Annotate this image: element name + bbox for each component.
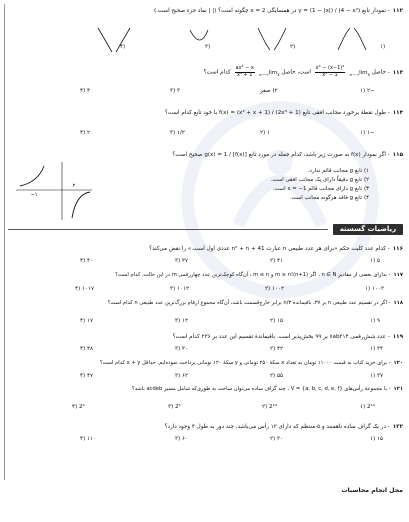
option-3[interactable]: ۶۲ (۳ bbox=[175, 373, 188, 379]
question-text: - بدازای بعضی از مقادیر n ∈ N ، اگر (n+1)!m ≥ n و m ≤ n ، آن‌گاه کوچک‌ترین عدد چهاررقمی m در این حالت، کدام است؟ bbox=[115, 272, 391, 278]
question-text: - برای خرید کتاب به قیمت ۱۱۰۰۰ تومان به تعداد x سکهٔ ۲۵۰ تومانی و y سکهٔ ۱۲۰ تومانی پرداخت نموده‌ایم. حداقل x + y کدام است؟ bbox=[99, 360, 391, 366]
option-3[interactable]: ۳۰ (۳ bbox=[175, 346, 188, 352]
question-number: ۱۲۰ bbox=[393, 360, 403, 366]
option-2[interactable]: ۲) صفر bbox=[260, 88, 278, 94]
option-3[interactable]: ۳) تابع g دارای مجانب قائم x = −1 است. bbox=[272, 186, 369, 192]
question-text: - عدد شش‌رقمی ۷ab۳۱۴ بر ۹۹ بخش‌پذیر است. باقیماندهٔ تقسیم این عدد بر ۲۳۶ کدام است؟ bbox=[172, 334, 390, 340]
question-text: - طول نقطهٔ برخورد مجانب افقی تابع f(x) = (x³ + x + 1) / (2x³ + 1) با خود تابع کدام است؟ bbox=[164, 110, 390, 116]
question-text: - در یک گراف ساده ناهمبند و ۵-منتظم که دارای ۱۲ رأس می‌باشد، چند دور به طول ۴ وجود دارد؟ bbox=[164, 424, 390, 430]
question-number: ۱۱۴ bbox=[392, 110, 403, 116]
question-number: ۱۱۳ bbox=[392, 69, 403, 76]
option-4[interactable]: ۱۷ (۴ bbox=[80, 318, 93, 324]
question-114 bbox=[165, 110, 403, 117]
option-1[interactable]: ۳۷ (۱ bbox=[370, 373, 383, 379]
option-1[interactable]: ۱) تابع g مجانب قائم ندارد. bbox=[307, 168, 369, 174]
option-1[interactable]: −۲ (۱ bbox=[360, 88, 375, 94]
question-116 bbox=[149, 246, 403, 253]
limit-2-fraction: $\frac{\text{ax³ − x}}{\text{x⁴ + 1}}$ bbox=[235, 65, 254, 78]
curve-right bbox=[72, 192, 90, 218]
question-119 bbox=[173, 334, 403, 341]
question-120 bbox=[100, 360, 403, 367]
limit-1-fraction: $\frac{\text{x⁴ − (x−1)⁴}}{\text{x³ − 1}}$ bbox=[315, 65, 345, 78]
question-number: ۱۲۲ bbox=[392, 424, 403, 430]
question-text: - اگر در تقسیم عدد طبیعی n بر ۳۷، باقیمانده n/۳ برابر خارج‌قسمت باشد، آن‌گاه مجموع ارقام بزرگ‌ترین عدد طبیعی n کدام است؟ bbox=[107, 300, 391, 306]
q112-opt3-curve bbox=[190, 30, 208, 40]
option-4[interactable]: ۱۱۰ (۴ bbox=[80, 436, 96, 442]
section-title: ریاضیات گسسته bbox=[333, 224, 403, 235]
question-text: - با مجموعهٔ رأس‌های V = {a, b, c, d, e, f} ، چند گراف ساده می‌توان ساخت به طوری‌که شامل مسیر acdeb باشد؟ bbox=[131, 386, 391, 392]
option-1[interactable]: ۵ (۱ bbox=[370, 258, 380, 264]
option-1[interactable]: (۱ bbox=[380, 44, 386, 50]
question-number: ۱۲۱ bbox=[393, 386, 403, 392]
question-text: - اگر نمودار f(x) به صورت زیر باشد، کدام جمله در مورد تابع g(x) = 1 / [f(x)] صحیح است؟ bbox=[172, 152, 390, 158]
question-text: - نمودار تابع y = (1 − |x|) / (4 − x²) در همسایگی x = 2 چگونه است؟ (| | نماد جزء صحیح است.) bbox=[153, 8, 390, 14]
option-3[interactable]: (۳ bbox=[205, 44, 211, 50]
tick-label-2: ۲ bbox=[72, 183, 76, 189]
tick-label-neg1: −۱ bbox=[30, 192, 38, 198]
option-2[interactable]: ۴۱ (۲ bbox=[270, 258, 283, 264]
option-2[interactable]: (۲ bbox=[290, 44, 296, 50]
scratch-area-label: محل انجام محاسبات bbox=[341, 487, 403, 494]
option-3[interactable]: ۱۲ (۳ bbox=[175, 318, 188, 324]
q112-option-graphs bbox=[20, 20, 390, 60]
option-4[interactable]: ۴) تابع g فاقد هرگونه مجانب است. bbox=[289, 195, 369, 201]
option-3[interactable]: 2⁵ (۳ bbox=[168, 404, 181, 410]
question-118 bbox=[108, 300, 403, 307]
option-2[interactable]: 2¹⁰ (۲ bbox=[262, 404, 278, 410]
q112-opt2-curve-b bbox=[274, 28, 286, 50]
limit-1: $\lim_{x\to-\infty}$ bbox=[349, 69, 371, 77]
q112-opt1-curve-a bbox=[338, 28, 350, 50]
option-1[interactable]: −۱ (۱ bbox=[360, 130, 375, 136]
q112-opt1-curve-b bbox=[354, 28, 366, 50]
question-number: ۱۱۲ bbox=[392, 8, 403, 14]
question-number: ۱۱۷ bbox=[393, 272, 403, 278]
option-1[interactable]: ۱۵ (۱ bbox=[370, 436, 383, 442]
option-3[interactable]: ۳۷ (۳ bbox=[175, 258, 188, 264]
question-122 bbox=[165, 424, 403, 431]
question-lead: - حاصل bbox=[371, 69, 390, 76]
option-4[interactable]: ۱۰۱۷ (۴ bbox=[75, 286, 95, 292]
question-115 bbox=[172, 152, 403, 159]
option-1[interactable]: ۱۰۰۳ (۱ bbox=[365, 286, 385, 292]
question-112 bbox=[154, 8, 403, 15]
option-3[interactable]: ۶۰ (۳ bbox=[175, 436, 188, 442]
question-number: ۱۱۵ bbox=[392, 152, 403, 158]
option-4[interactable]: ۲ (۴ bbox=[80, 130, 90, 136]
option-4[interactable]: ۴۸ (۴ bbox=[80, 346, 93, 352]
question-number: ۱۱۶ bbox=[392, 246, 403, 252]
option-2[interactable]: ۱۰۰۲ (۲ bbox=[265, 286, 285, 292]
option-4[interactable]: 2⁴ (۴ bbox=[72, 404, 85, 410]
q112-opt4-curve-a bbox=[98, 28, 112, 52]
option-4[interactable]: ۴۰ (۴ bbox=[80, 258, 93, 264]
q115-graph bbox=[14, 160, 94, 222]
option-2[interactable]: ۴۲ (۲ bbox=[270, 346, 283, 352]
question-number: ۱۱۸ bbox=[393, 300, 403, 306]
option-3[interactable]: ۱۰۱۲ (۳ bbox=[170, 286, 190, 292]
option-1[interactable]: ۳۴ (۱ bbox=[370, 346, 383, 352]
option-1[interactable]: 2¹⁰ (۱ bbox=[360, 404, 376, 410]
section-rule bbox=[8, 229, 328, 230]
question-text: - کدام عدد کلیت حکم «برای هر عدد طبیعی n عبارت n² + n + 41 عددی اول است.» را نقض می‌کند؟ bbox=[149, 246, 390, 252]
question-mid: است، حاصل bbox=[281, 69, 311, 76]
question-121 bbox=[132, 386, 403, 393]
question-tail: کدام است؟ bbox=[203, 69, 231, 76]
question-number: ۱۱۹ bbox=[392, 334, 403, 340]
option-2[interactable]: ۵۵ (۲ bbox=[270, 373, 283, 379]
limit-2: $\lim_{x\to-\infty}$ bbox=[258, 69, 280, 77]
option-4[interactable]: ۴۷ (۴ bbox=[80, 373, 93, 379]
option-3[interactable]: ۳ (۳ bbox=[170, 88, 180, 94]
option-2[interactable]: ۲) تابع g دقیقاً دارای یک مجانب افقی است. bbox=[270, 177, 369, 183]
option-4[interactable]: (۴ bbox=[120, 44, 126, 50]
question-113 bbox=[204, 66, 403, 81]
option-2[interactable]: ۳۰ (۲ bbox=[270, 436, 283, 442]
option-4[interactable]: ۴ (۴ bbox=[80, 88, 90, 94]
margin-rule bbox=[4, 4, 5, 480]
curve-left bbox=[20, 166, 44, 186]
option-1[interactable]: ۹ (۱ bbox=[370, 318, 380, 324]
option-2[interactable]: ۱۵ (۲ bbox=[270, 318, 283, 324]
q112-opt2-curve-a bbox=[258, 28, 270, 50]
option-3[interactable]: ۱/۲ (۳ bbox=[170, 130, 185, 136]
question-117 bbox=[115, 272, 403, 279]
option-2[interactable]: ۱ (۲ bbox=[260, 130, 270, 136]
